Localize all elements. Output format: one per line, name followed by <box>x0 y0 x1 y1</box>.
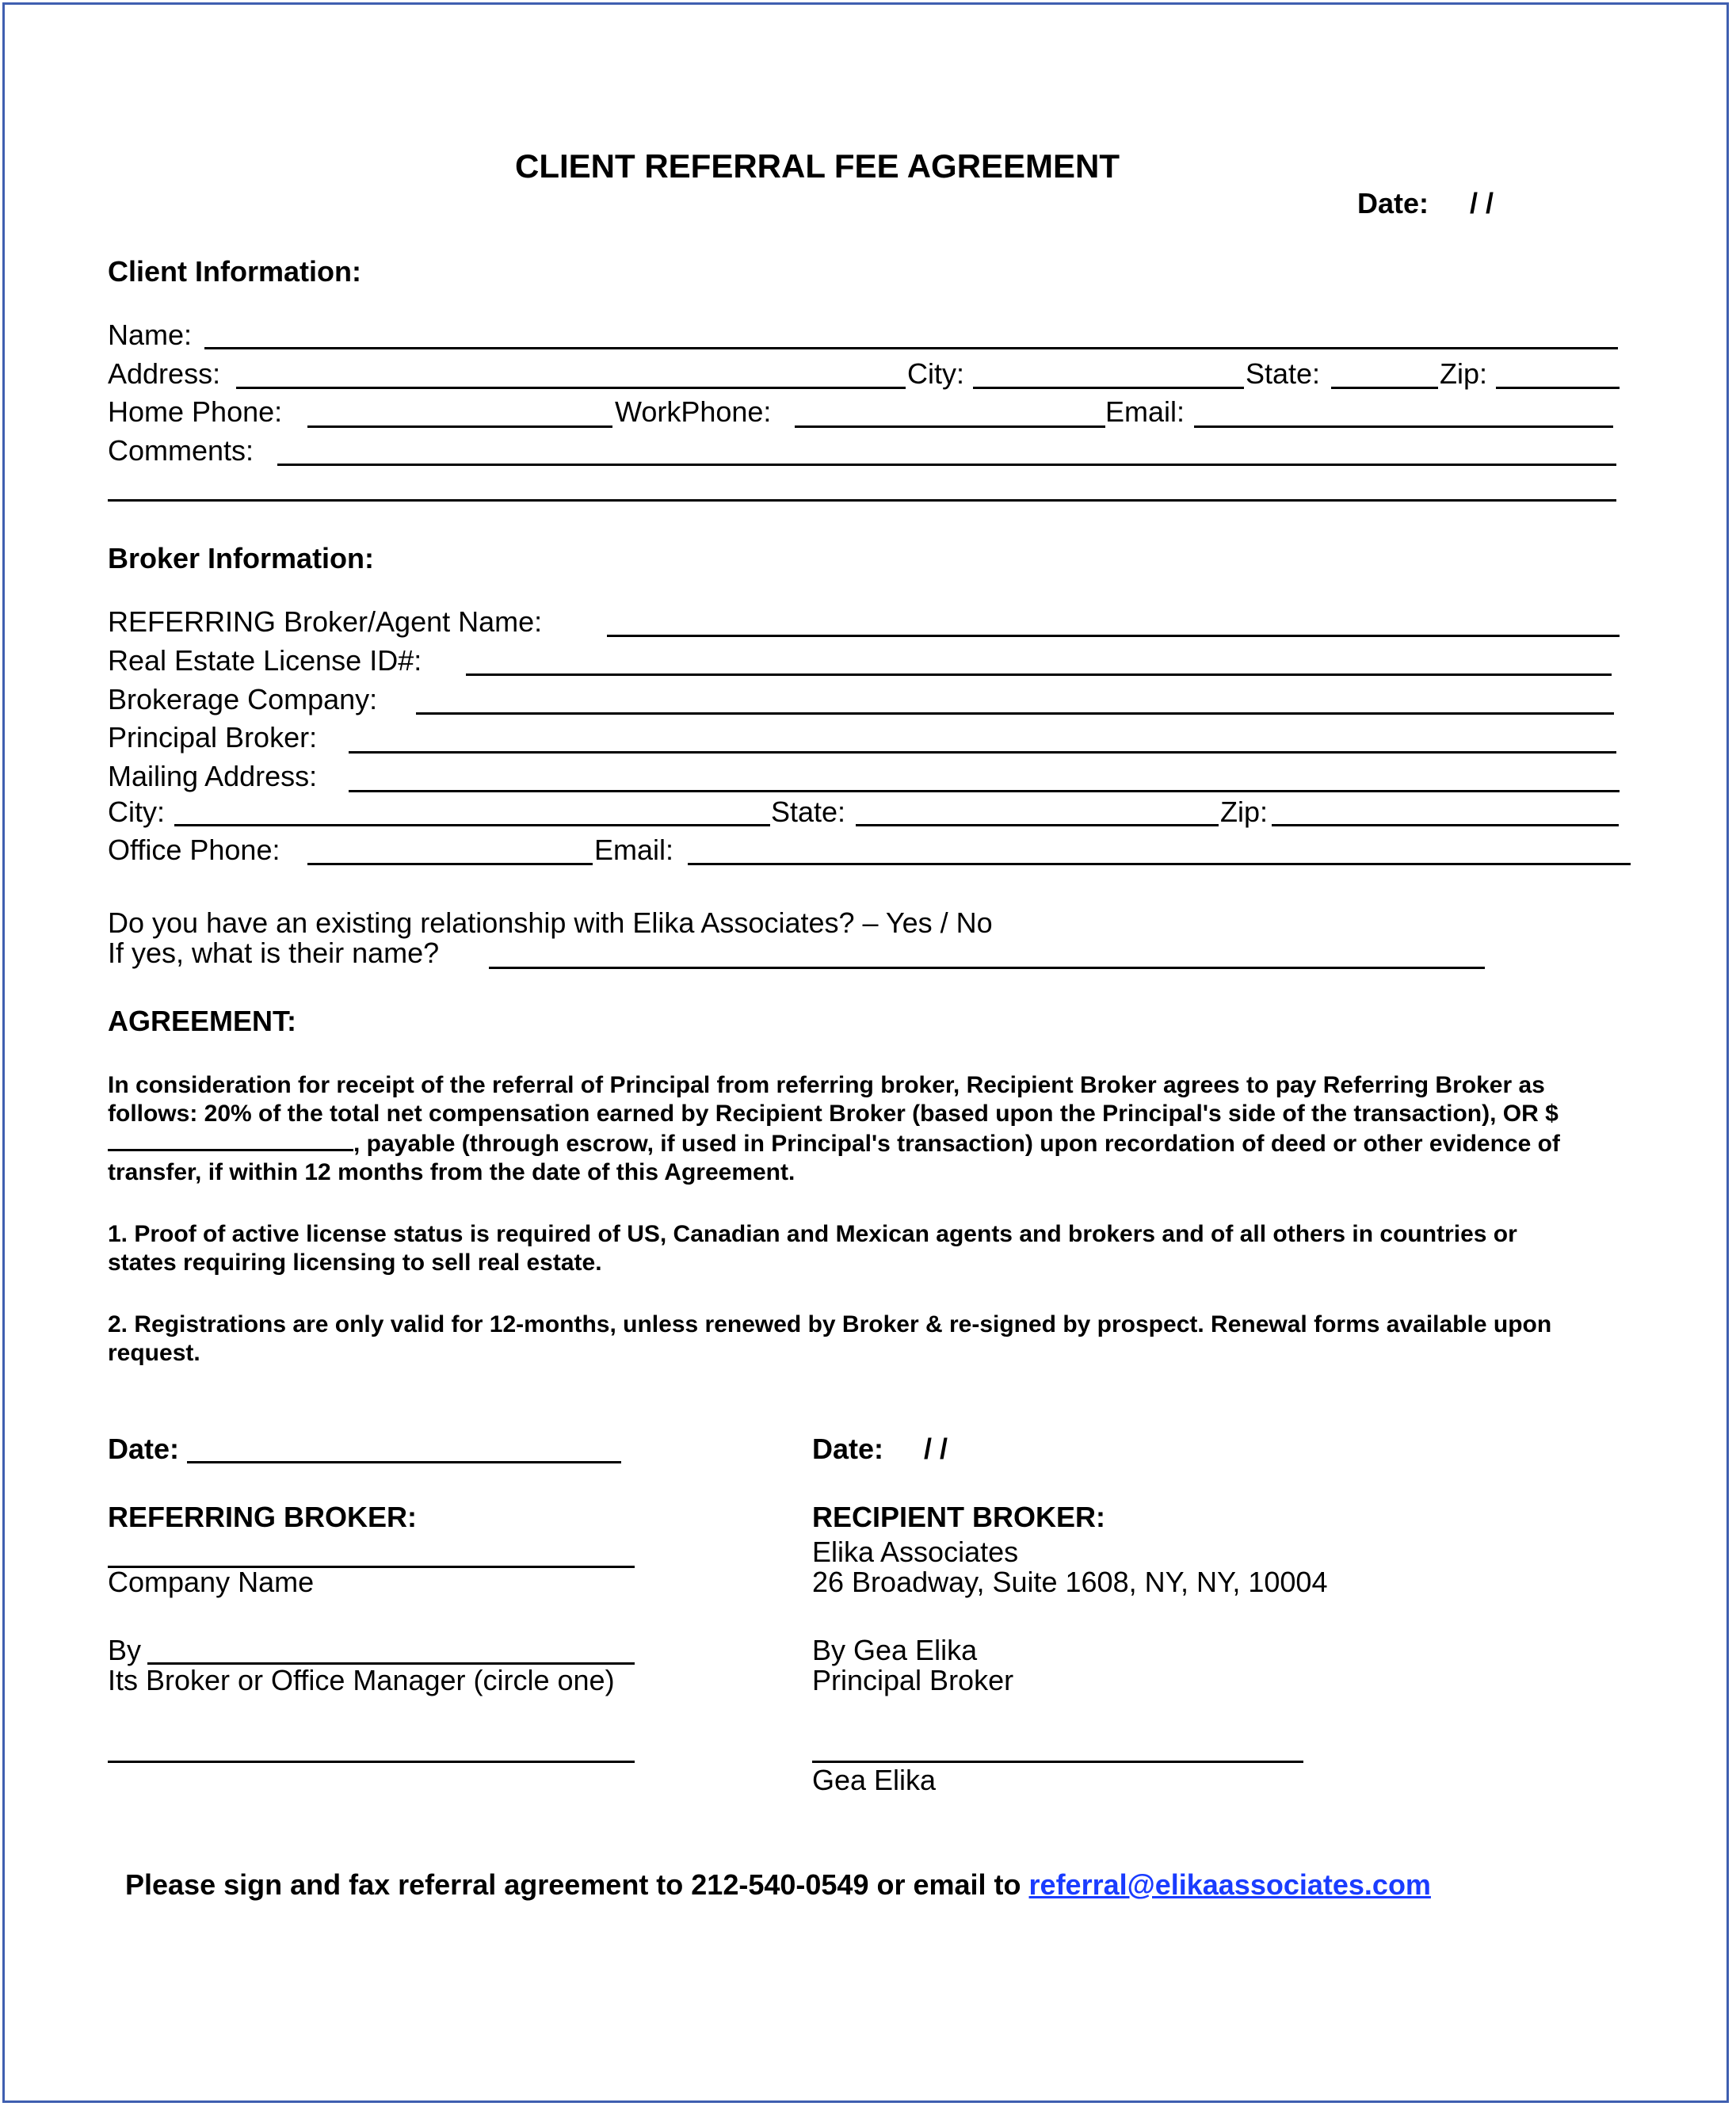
document-title: CLIENT REFERRAL FEE AGREEMENT <box>515 147 1120 185</box>
client-email-label: Email: <box>1105 395 1185 428</box>
agreement-paragraph-3: 2. Registrations are only valid for 12-months, unless renewed by Broker & re-signed by prospect. Renewal forms available upon request. <box>108 1311 1552 1366</box>
broker-email-label: Email: <box>594 834 674 866</box>
broker-zip-label: Zip: <box>1220 796 1269 828</box>
recipient-title: Principal Broker <box>812 1664 1014 1696</box>
office-phone-field[interactable] <box>307 863 593 865</box>
client-state-label: State: <box>1246 357 1321 390</box>
referring-name-field[interactable] <box>607 635 1620 637</box>
broker-city-field[interactable] <box>174 824 770 826</box>
mailing-address-field[interactable] <box>349 790 1620 792</box>
right-date-label: Date: <box>812 1433 884 1465</box>
client-zip-field[interactable] <box>1496 387 1620 389</box>
recipient-by: By Gea Elika <box>812 1634 978 1666</box>
header-date-label: Date: <box>1357 187 1429 219</box>
client-address-label: Address: <box>108 357 221 390</box>
principal-broker-field[interactable] <box>349 751 1616 754</box>
principal-broker-label: Principal Broker: <box>108 721 318 754</box>
relationship-name-field[interactable] <box>489 967 1485 969</box>
footer-email-link[interactable]: referral@elikaassociates.com <box>1028 1868 1431 1901</box>
recipient-signer: Gea Elika <box>812 1764 937 1796</box>
header-date-value: / / <box>1470 187 1494 219</box>
license-label: Real Estate License ID#: <box>108 644 422 677</box>
agreement-paragraph-1-part-a: In consideration for receipt of the referral of Principal from referring broker, Recipient Broker agrees to pay Referring Broker as follows: 20% of the total net compensation earned by Recipient Broker (based upon the Principal's side of the transaction), OR $ <box>108 1072 1559 1127</box>
broker-info-heading: Broker Information: <box>108 542 375 574</box>
recipient-broker-heading: RECIPIENT BROKER: <box>812 1501 1106 1533</box>
broker-state-label: State: <box>771 796 846 828</box>
relationship-question: Do you have an existing relationship with Elika Associates? – Yes / No <box>108 906 993 939</box>
referring-name-label: REFERRING Broker/Agent Name: <box>108 605 543 638</box>
footer-text: Please sign and fax referral agreement to 212-540-0549 or email to <box>125 1868 1029 1901</box>
right-date-value: / / <box>924 1433 948 1465</box>
agreement-paragraph-2: 1. Proof of active license status is required of US, Canadian and Mexican agents and brokers and of all others in countries or states requiring licensing to sell real estate. <box>108 1221 1517 1276</box>
relationship-name-label: If yes, what is their name? <box>108 937 440 969</box>
client-name-label: Name: <box>108 319 193 351</box>
brokerage-company-label: Brokerage Company: <box>108 683 378 715</box>
client-state-field[interactable] <box>1331 387 1438 389</box>
client-info-heading: Client Information: <box>108 255 361 288</box>
client-name-field[interactable] <box>204 347 1618 349</box>
license-field[interactable] <box>466 673 1612 676</box>
broker-email-field[interactable] <box>688 863 1631 865</box>
client-work-phone-label: WorkPhone: <box>615 395 772 428</box>
agreement-paragraph-1-part-b: , payable (through escrow, if used in Principal's transaction) upon recordation of deed or other evidence of transfer, if within 12 months from the date of this Agreement. <box>108 1131 1560 1185</box>
client-zip-label: Zip: <box>1440 357 1488 390</box>
left-date-field[interactable] <box>187 1461 621 1463</box>
recipient-signature-line[interactable] <box>812 1761 1303 1763</box>
client-home-phone-label: Home Phone: <box>108 395 283 428</box>
referring-broker-heading: REFERRING BROKER: <box>108 1501 418 1533</box>
recipient-address: 26 Broadway, Suite 1608, NY, NY, 10004 <box>812 1566 1328 1598</box>
client-comments-field-2[interactable] <box>108 499 1616 502</box>
client-city-field[interactable] <box>973 387 1244 389</box>
office-phone-label: Office Phone: <box>108 834 280 866</box>
left-date-label: Date: <box>108 1433 180 1465</box>
agreement-heading: AGREEMENT: <box>108 1005 297 1037</box>
client-email-field[interactable] <box>1194 425 1613 428</box>
client-comments-label: Comments: <box>108 434 254 467</box>
mailing-address-label: Mailing Address: <box>108 760 318 792</box>
client-home-phone-field[interactable] <box>307 425 612 428</box>
client-address-field[interactable] <box>236 387 906 389</box>
company-name-label: Company Name <box>108 1566 315 1598</box>
footer-instructions <box>125 1868 1431 1902</box>
client-work-phone-field[interactable] <box>795 425 1105 428</box>
agreement-paragraph-1 <box>108 1071 1621 1187</box>
by-label: By <box>108 1634 142 1666</box>
broker-zip-field[interactable] <box>1272 824 1619 826</box>
recipient-company: Elika Associates <box>812 1536 1019 1568</box>
referral-amount-field[interactable] <box>108 1128 353 1151</box>
brokerage-company-field[interactable] <box>416 712 1614 715</box>
broker-city-label: City: <box>108 796 165 828</box>
broker-state-field[interactable] <box>856 824 1219 826</box>
client-city-label: City: <box>907 357 964 390</box>
referring-signature-line[interactable] <box>108 1761 635 1763</box>
broker-manager-label: Its Broker or Office Manager (circle one) <box>108 1664 615 1696</box>
client-comments-field[interactable] <box>277 464 1616 466</box>
